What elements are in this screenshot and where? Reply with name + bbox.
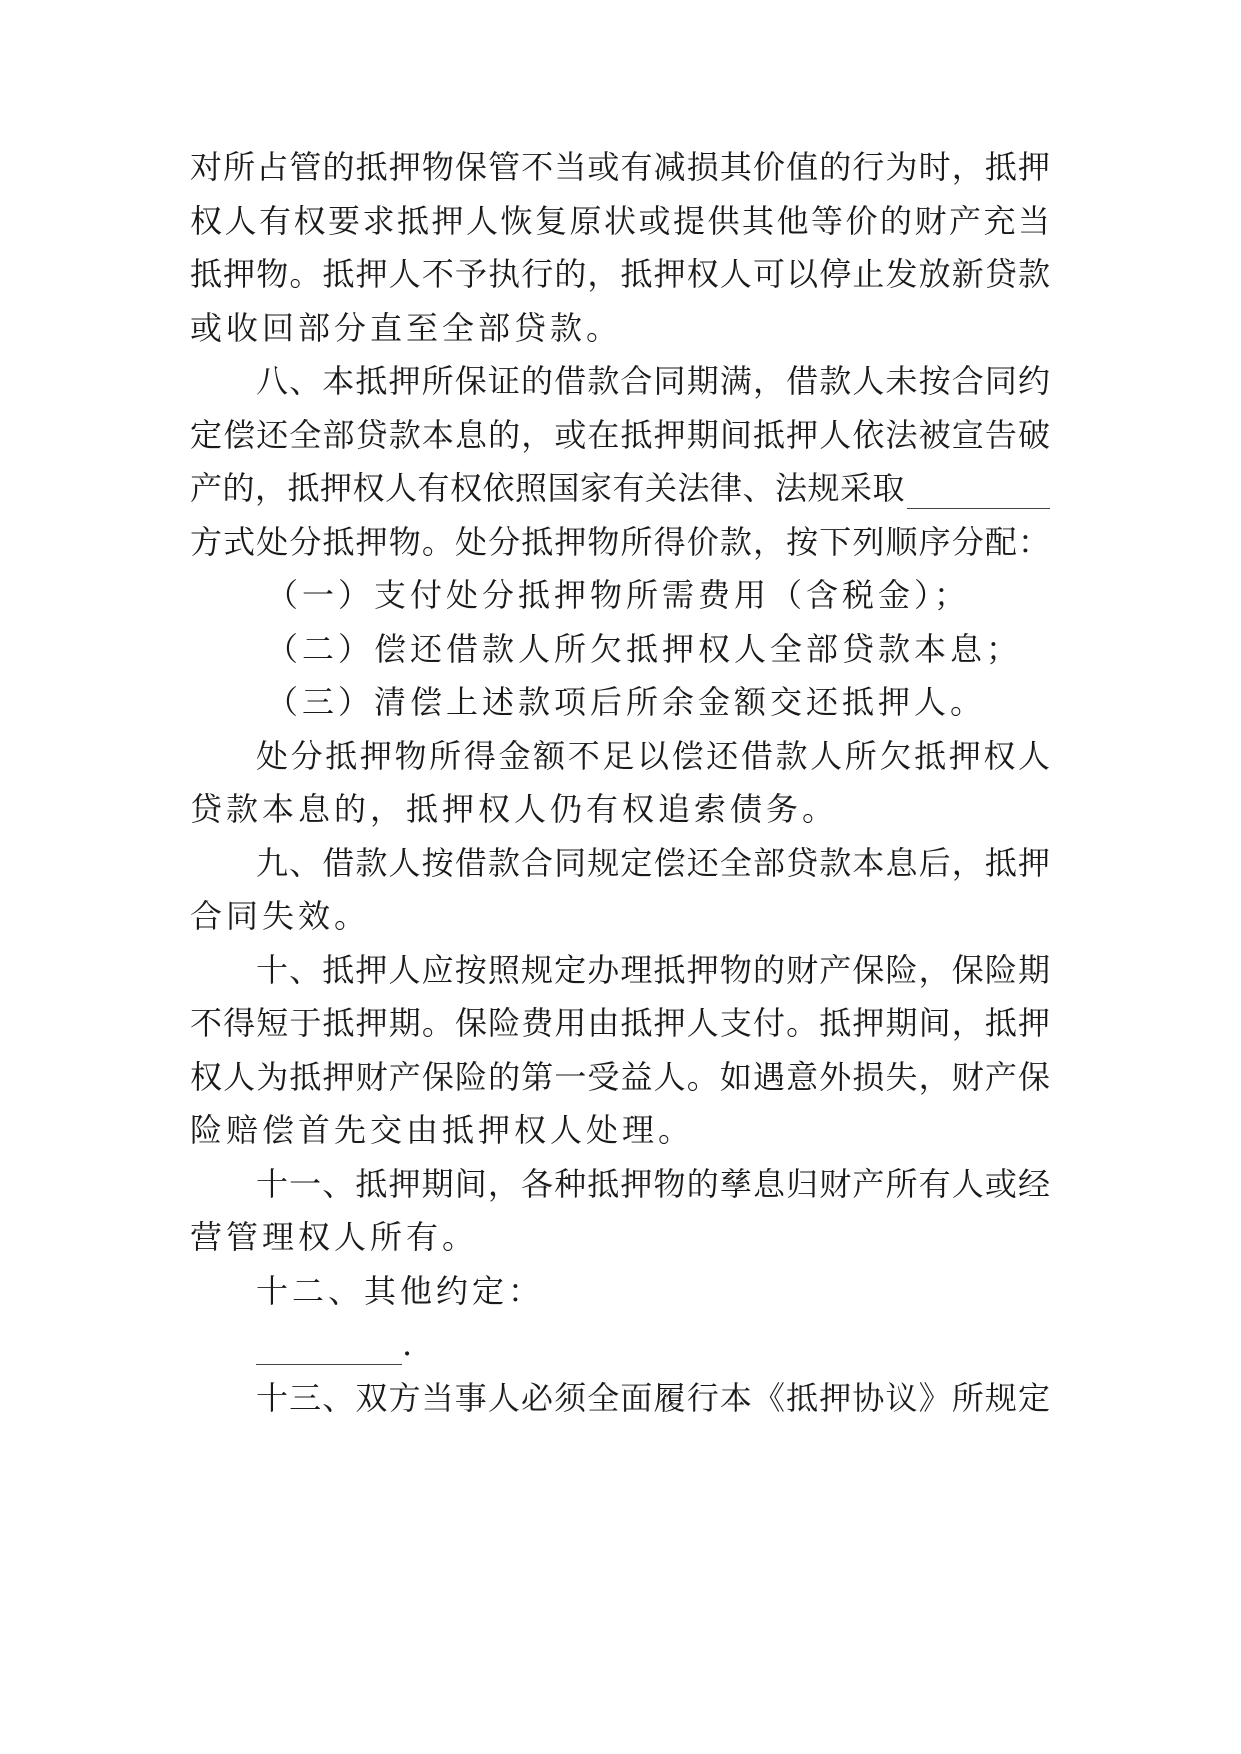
text-line: 险赔偿首先交由抵押权人处理。 [190, 1111, 695, 1149]
text-line: 方式处分抵押物。处分抵押物所得价款，按下列顺序分配： [190, 523, 1050, 561]
clause-10-line: 十、抵押人应按照规定办理抵押物的财产保险，保险期 [256, 951, 1050, 989]
text-line-with-blank [190, 467, 1050, 509]
fill-blank [907, 474, 1050, 509]
list-item: （二）偿还借款人所欠抵押权人全部贷款本息； [266, 630, 1023, 668]
clause-8-line: 八、本抵押所保证的借款合同期满，借款人未按合同约 [256, 362, 1050, 400]
clause-9-line: 九、借款人按借款合同规定偿还全部贷款本息后，抵押 [256, 844, 1050, 882]
text-line-with-blank [256, 1323, 1050, 1365]
text-line: 对所占管的抵押物保管不当或有减损其价值的行为时，抵押 [190, 148, 1050, 186]
clause-12-line: 十二、其他约定： [256, 1272, 545, 1310]
clause-13-line: 十三、双方当事人必须全面履行本《抵押协议》所规定 [256, 1379, 1050, 1417]
list-item: （一）支付处分抵押物所需费用（含税金）； [266, 576, 971, 614]
text-segment: 产的，抵押权人有权依照国家有关法律、法规采取 [190, 469, 906, 507]
text-line: 贷款本息的，抵押权人仍有权追索债务。 [190, 790, 839, 828]
clause-11-line: 十一、抵押期间，各种抵押物的孳息归财产所有人或经 [256, 1165, 1050, 1203]
text-line: 营管理权人所有。 [190, 1218, 479, 1256]
text-line: 定偿还全部贷款本息的，或在抵押期间抵押人依法被宣告破 [190, 416, 1050, 454]
text-line: 或收回部分直至全部贷款。 [190, 309, 623, 347]
fill-blank [256, 1330, 402, 1365]
list-item: （三）清偿上述款项后所余金额交还抵押人。 [266, 683, 987, 721]
text-line: 处分抵押物所得金额不足以偿还借款人所欠抵押权人 [256, 737, 1050, 775]
text-line: 合同失效。 [190, 897, 371, 935]
text-line: 抵押物。抵押人不予执行的，抵押权人可以停止发放新贷款 [190, 255, 1050, 293]
text-segment: . [402, 1325, 417, 1363]
text-line: 权人有权要求抵押人恢复原状或提供其他等价的财产充当 [190, 202, 1050, 240]
text-line: 不得短于抵押期。保险费用由抵押人支付。抵押期间，抵押 [190, 1004, 1050, 1042]
text-line: 权人为抵押财产保险的第一受益人。如遇意外损失，财产保 [190, 1058, 1050, 1096]
